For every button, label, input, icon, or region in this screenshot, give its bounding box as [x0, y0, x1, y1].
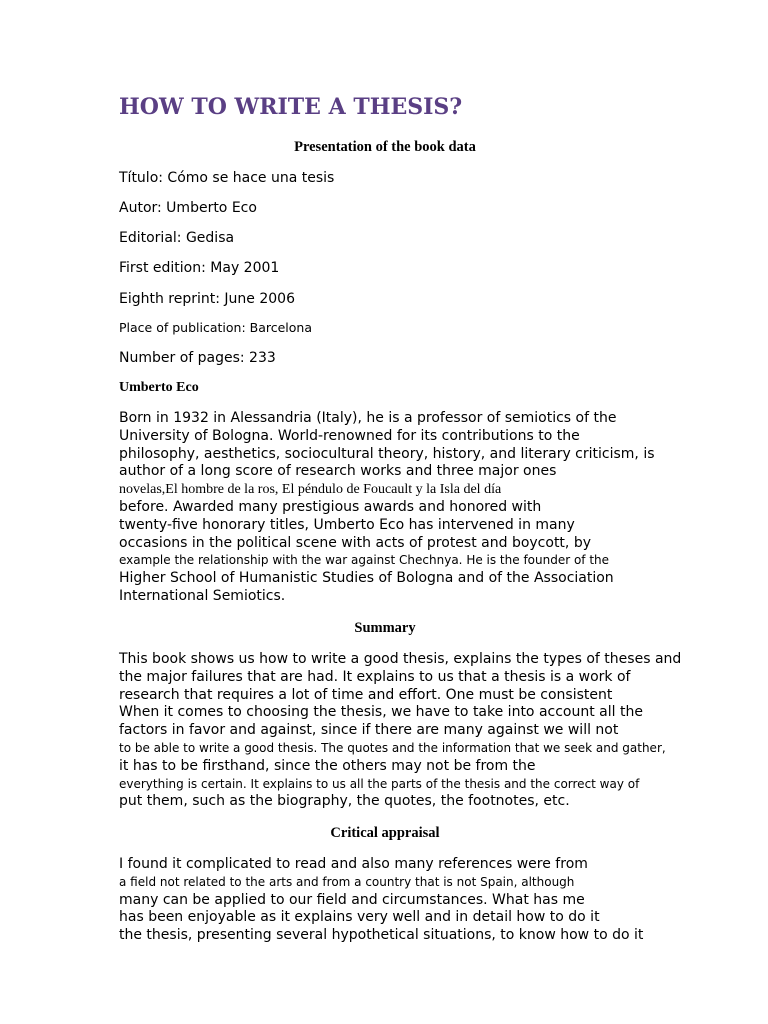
paragraph-line: many can be applied to our field and circumstances. What has me	[119, 891, 585, 908]
paragraph-line: International Semiotics.	[119, 587, 286, 604]
author-paragraph	[119, 410, 699, 606]
paragraph-line: When it comes to choosing the thesis, we have to take into account all the	[119, 704, 643, 721]
paragraph-line: I found it complicated to read and also many references were from	[119, 856, 588, 872]
paragraph-line: research that requires a lot of time and effort. One must be consistent	[119, 686, 613, 703]
paragraph-line: University of Bologna. World-renowned for its contributions to the	[119, 427, 580, 444]
paragraph-line: before. Awarded many prestigious awards and honored with	[119, 498, 542, 515]
document-title: HOW TO WRITE A THESIS?	[119, 94, 463, 120]
presentation-heading: Presentation of the book data	[294, 139, 476, 155]
field-author: Autor: Umberto Eco	[119, 200, 257, 216]
field-pages: Number of pages: 233	[119, 350, 276, 366]
critical-paragraph	[119, 856, 699, 945]
field-first-edition: First edition: May 2001	[119, 260, 280, 276]
paragraph-line: to be able to write a good thesis. The quotes and the information that we seek and gather,	[119, 740, 666, 755]
paragraph-line: occasions in the political scene with acts of protest and boycott, by	[119, 534, 591, 551]
paragraph-line: Higher School of Humanistic Studies of Bologna and of the Association	[119, 570, 614, 587]
paragraph-line: put them, such as the biography, the quotes, the footnotes, etc.	[119, 793, 570, 810]
paragraph-line: author of a long score of research works and three major ones	[119, 463, 557, 480]
paragraph-line: a field not related to the arts and from a country that is not Spain, although	[119, 874, 575, 889]
paragraph-line: novelas,El hombre de la ros, El péndulo de Foucault y la Isla del día	[119, 482, 502, 498]
field-place: Place of publication: Barcelona	[119, 320, 312, 335]
paragraph-line: everything is certain. It explains to us all the parts of the thesis and the correct way of	[119, 776, 640, 791]
paragraph-line: the major failures that are had. It explains to us that a thesis is a work of	[119, 668, 631, 685]
paragraph-line: philosophy, aesthetics, sociocultural theory, history, and literary criticism, is	[119, 445, 655, 462]
critical-heading: Critical appraisal	[330, 825, 440, 841]
paragraph-line: factors in favor and against, since if there are many against we will not	[119, 722, 619, 739]
paragraph-line: example the relationship with the war against Chechnya. He is the founder of the	[119, 553, 610, 568]
paragraph-line: it has to be firsthand, since the others may not be from the	[119, 757, 536, 774]
paragraph-line: twenty-five honorary titles, Umberto Eco has intervened in many	[119, 516, 575, 533]
field-reprint: Eighth reprint: June 2006	[119, 291, 295, 307]
paragraph-line: This book shows us how to write a good thesis, explains the types of theses and	[119, 651, 682, 667]
summary-paragraph	[119, 651, 699, 811]
field-title: Título: Cómo se hace una tesis	[119, 170, 335, 186]
field-publisher: Editorial: Gedisa	[119, 230, 235, 246]
paragraph-line: the thesis, presenting several hypothetical situations, to know how to do it	[119, 927, 644, 944]
paragraph-line: Born in 1932 in Alessandria (Italy), he is a professor of semiotics of the	[119, 410, 617, 426]
paragraph-line: has been enjoyable as it explains very well and in detail how to do it	[119, 909, 600, 926]
summary-heading: Summary	[354, 620, 416, 636]
author-heading: Umberto Eco	[119, 380, 199, 395]
